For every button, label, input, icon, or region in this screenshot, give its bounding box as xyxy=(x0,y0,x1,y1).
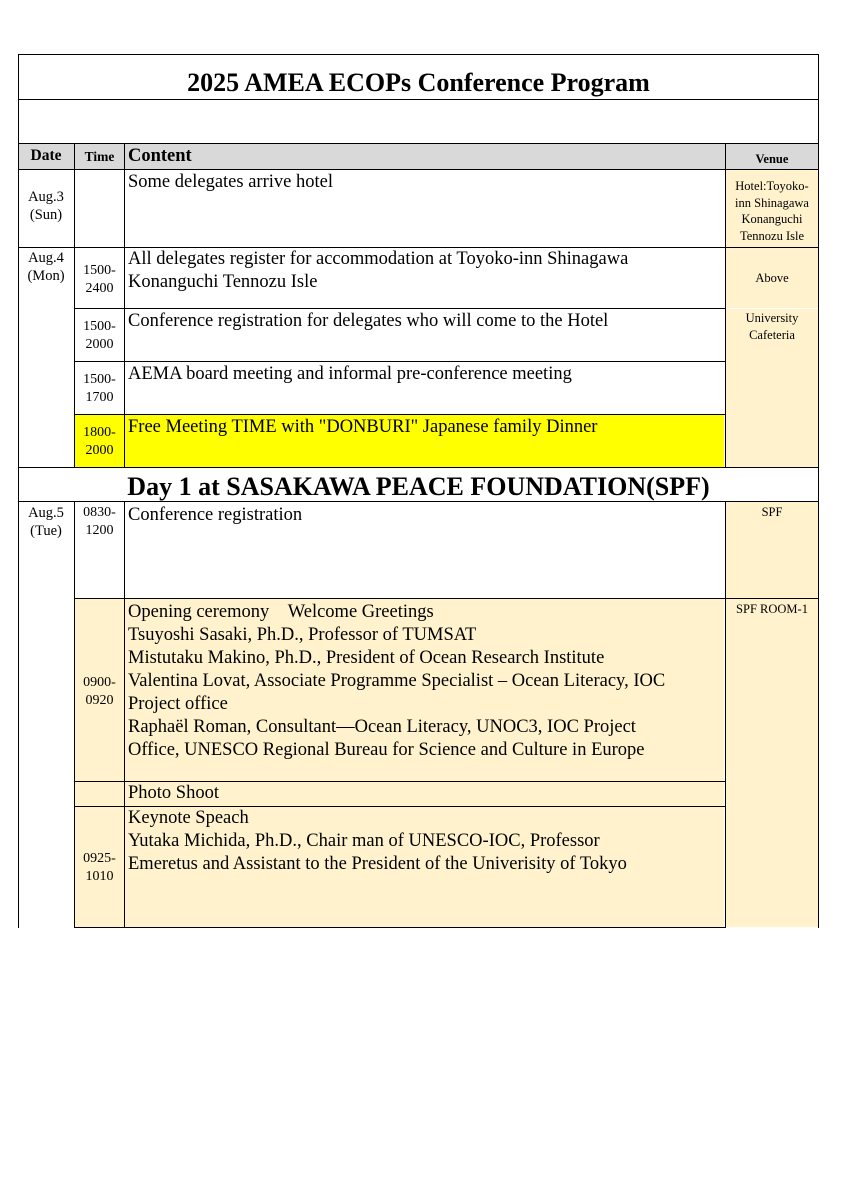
rule xyxy=(818,54,819,928)
venue-cell: SPF ROOM-1 xyxy=(736,602,808,616)
rule xyxy=(74,598,819,599)
header-content: Content xyxy=(128,146,192,166)
time-cell: 0830- 1200 xyxy=(83,505,116,538)
date-cell: Aug.3 (Sun) xyxy=(28,189,64,223)
rule xyxy=(74,781,726,782)
rule xyxy=(18,467,819,468)
rule xyxy=(124,143,125,468)
rule xyxy=(18,169,819,170)
content-cell: Free Meeting TIME with "DONBURI" Japanese family Dinner xyxy=(128,417,598,437)
content-cell: Some delegates arrive hotel xyxy=(128,172,333,192)
rule xyxy=(18,501,819,502)
content-cell: Opening ceremony Welcome Greetings Tsuyoshi Sasaki, Ph.D., Professor of TUMSAT Mistutaku Makino, Ph.D., President of Ocean Research Institute Valentina Lovat, Associate Programme Specialist – Ocean Literacy, IOC Project office Raphaël Roman, Consultant—Ocean Literacy, UNOC3, IOC Project Office, UNESCO Regional Bureau for Science and Culture in Europe xyxy=(128,602,666,760)
rule xyxy=(74,806,726,807)
time-cell: 1500- 1700 xyxy=(83,372,116,405)
rule xyxy=(74,501,75,928)
time-cell: 1500- 2400 xyxy=(83,263,116,296)
header-time: Time xyxy=(84,149,115,164)
rule xyxy=(18,54,819,55)
content-cell: Conference registration for delegates who will come to the Hotel xyxy=(128,311,609,331)
rule xyxy=(124,501,125,928)
rule xyxy=(725,501,726,928)
venue-cell: SPF xyxy=(761,505,783,519)
content-cell: Photo Shoot xyxy=(128,783,219,803)
rule xyxy=(74,308,726,309)
header-venue: Venue xyxy=(755,152,789,166)
time-cell: 1800- 2000 xyxy=(83,425,116,458)
content-cell: Conference registration xyxy=(128,505,303,525)
content-cell: Keynote Speach Yutaka Michida, Ph.D., Chair man of UNESCO-IOC, Professor Emeretus and Assistant to the President of the Univerisity of Tokyo xyxy=(128,808,627,874)
rule xyxy=(74,414,726,415)
content-cell: AEMA board meeting and informal pre-conference meeting xyxy=(128,364,572,384)
rule xyxy=(18,54,19,928)
rule xyxy=(74,927,726,928)
date-cell: Aug.4 (Mon) xyxy=(27,250,65,284)
venue-cell: Above xyxy=(755,271,789,285)
venue-cell-bg xyxy=(725,599,819,927)
rule xyxy=(18,247,819,248)
venue-cell: University Cafeteria xyxy=(745,311,799,342)
rule xyxy=(74,361,726,362)
rule xyxy=(18,99,819,100)
page-title: 2025 AMEA ECOPs Conference Program xyxy=(187,68,650,97)
time-cell: 1500- 2000 xyxy=(83,319,116,352)
time-cell: 0900- 0920 xyxy=(83,675,116,708)
header-date: Date xyxy=(30,147,62,164)
time-cell: 0925- 1010 xyxy=(83,851,116,884)
date-cell: Aug.5 (Tue) xyxy=(28,505,64,539)
rule xyxy=(725,143,726,468)
content-cell: All delegates register for accommodation at Toyoko-inn Shinagawa Konanguchi Tennozu Isle xyxy=(128,249,629,292)
venue-cell: Hotel:Toyoko- inn Shinagawa Konanguchi Tennozu Isle xyxy=(735,179,809,243)
rule xyxy=(18,143,819,144)
day1-heading: Day 1 at SASAKAWA PEACE FOUNDATION(SPF) xyxy=(127,472,710,501)
rule xyxy=(74,143,75,468)
